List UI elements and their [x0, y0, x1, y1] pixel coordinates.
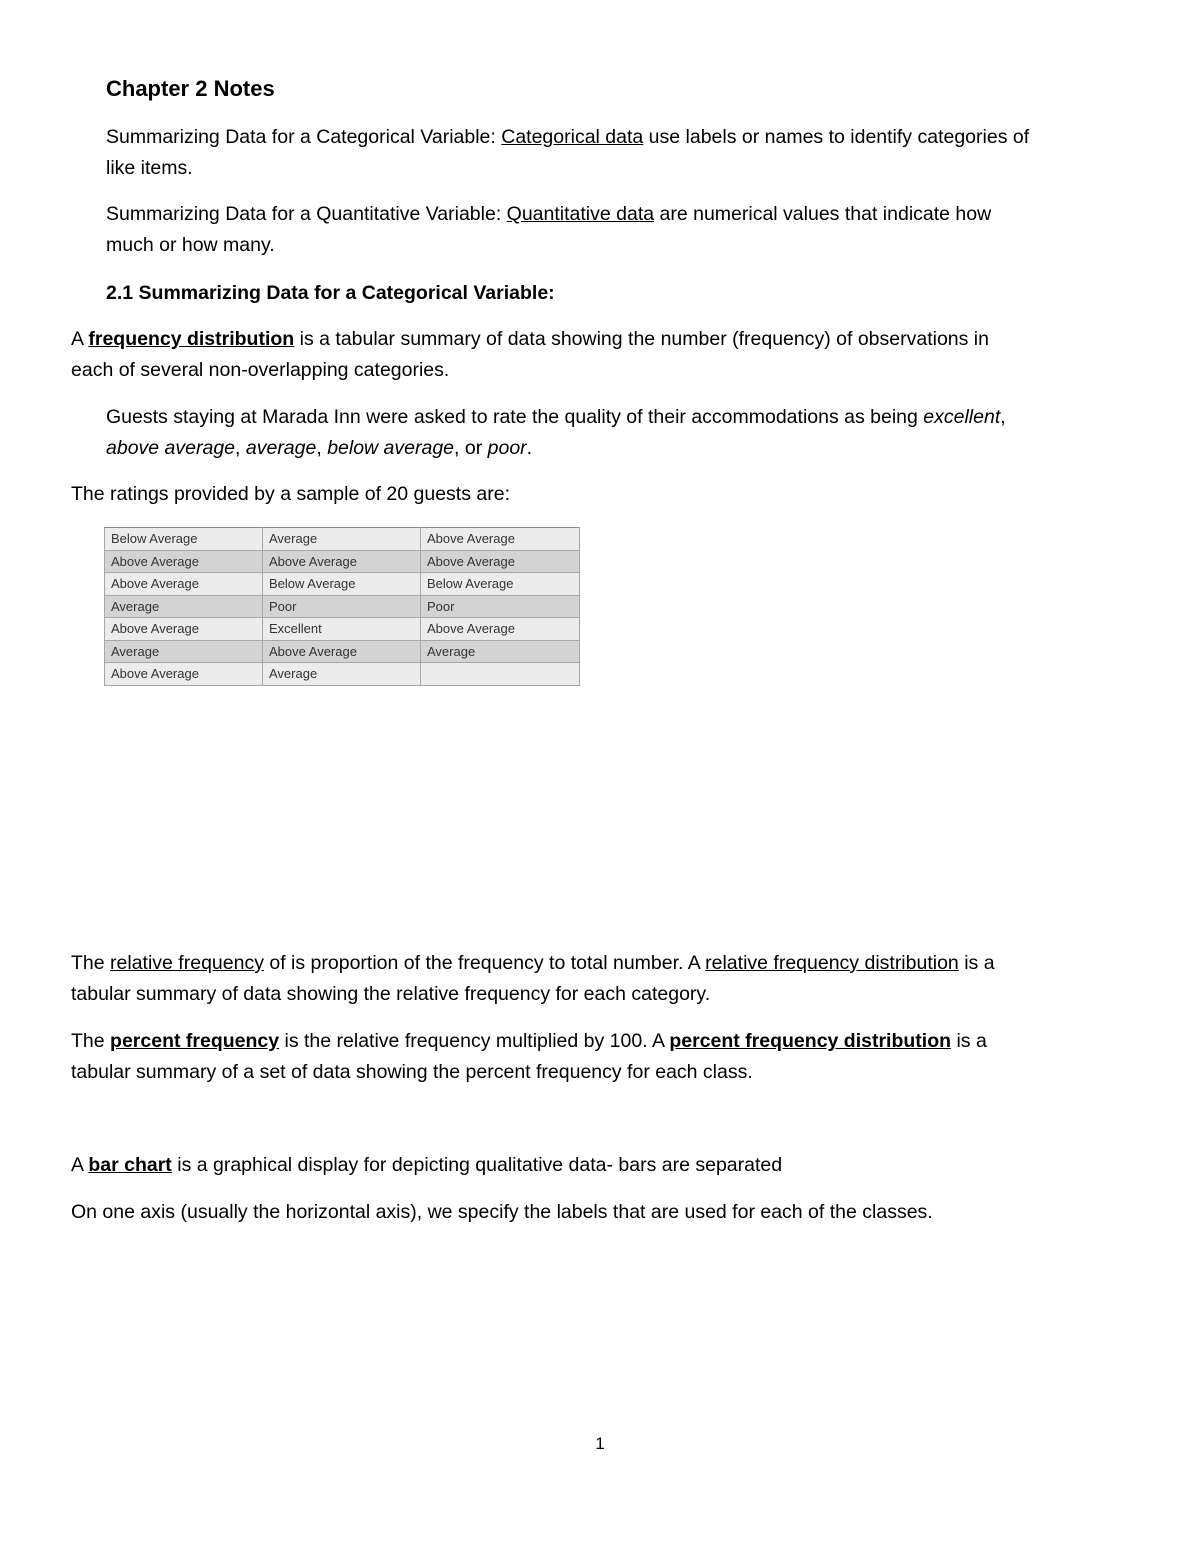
table-cell: Above Average [105, 550, 263, 573]
table-cell: Average [421, 640, 580, 663]
table-cell: Above Average [421, 528, 580, 551]
table-cell: Excellent [263, 618, 421, 641]
relative-frequency-line2: tabular summary of data showing the relative frequency for each category. [71, 983, 711, 1005]
percent-frequency-distribution-term: percent frequency distribution [669, 1030, 952, 1052]
page-title: Chapter 2 Notes [106, 76, 275, 101]
table-cell: Average [263, 528, 421, 551]
table-cell: Below Average [263, 573, 421, 596]
example-average: average [245, 437, 317, 459]
categorical-intro-line1 [106, 122, 1029, 153]
ratings-intro: The ratings provided by a sample of 20 guests are: [71, 483, 510, 505]
table-cell: Above Average [263, 550, 421, 573]
table-cell: Average [105, 595, 263, 618]
categorical-intro-prefix: Summarizing Data for a Categorical Variable: [106, 126, 502, 148]
quantitative-intro-line1 [106, 199, 991, 230]
axis-note: On one axis (usually the horizontal axis), we specify the labels that are used for each of the classes. [71, 1201, 933, 1223]
bar-chart-lead: A [71, 1154, 89, 1176]
example-sep3: , or [454, 437, 488, 459]
relative-frequency-mid: of is proportion of the frequency to total number. A [263, 952, 706, 974]
example-excellent: excellent [923, 406, 1001, 428]
quantitative-intro-line2: much or how many. [106, 234, 275, 256]
example-below-average: below average [327, 437, 455, 459]
example-sep1: , [235, 437, 246, 459]
table-cell: Average [263, 663, 421, 686]
categorical-intro-rest: use labels or names to identify categories of [643, 126, 1030, 148]
relative-frequency-line1 [71, 948, 995, 979]
frequency-distribution-rest: is a tabular summary of data showing the number (frequency) of observations in [294, 328, 989, 350]
frequency-distribution-line2: each of several non-overlapping categories. [71, 359, 450, 381]
quantitative-intro-rest: are numerical values that indicate how [654, 203, 992, 225]
example-line1-text: Guests staying at Marada Inn were asked to rate the quality of their accommodations as being [106, 406, 924, 428]
frequency-distribution-term: frequency distribution [88, 328, 295, 350]
table-cell: Below Average [105, 528, 263, 551]
percent-frequency-end: is a [951, 1030, 987, 1052]
frequency-distribution-line1 [71, 324, 989, 355]
section-heading: 2.1 Summarizing Data for a Categorical Variable: [106, 282, 555, 304]
bar-chart-rest: is a graphical display for depicting qualitative data- bars are separated [171, 1154, 783, 1176]
table-cell: Above Average [105, 663, 263, 686]
relative-frequency-end: is a [958, 952, 995, 974]
percent-frequency-line1 [71, 1026, 987, 1057]
table-cell [421, 663, 580, 686]
percent-frequency-lead: The [71, 1030, 111, 1052]
page-number: 1 [595, 1434, 605, 1453]
relative-frequency-lead: The [71, 952, 111, 974]
table-row [105, 663, 580, 686]
table-row [105, 550, 580, 573]
example-line2 [106, 433, 532, 464]
categorical-data-term: Categorical data [501, 126, 644, 148]
ratings-table [104, 527, 580, 686]
table-row [105, 528, 580, 551]
example-poor: poor [487, 437, 527, 459]
example-line2-end: . [526, 437, 533, 459]
relative-frequency-distribution-term: relative frequency distribution [705, 952, 959, 974]
table-row [105, 618, 580, 641]
bar-chart-definition [71, 1150, 782, 1181]
percent-frequency-mid: is the relative frequency multiplied by 100. A [279, 1030, 670, 1052]
quantitative-intro-prefix: Summarizing Data for a Quantitative Variable: [106, 203, 507, 225]
categorical-intro-line2: like items. [106, 157, 193, 179]
percent-frequency-term: percent frequency [110, 1030, 280, 1052]
example-above-average: above average [106, 437, 236, 459]
frequency-distribution-lead: A [71, 328, 89, 350]
table-cell: Poor [421, 595, 580, 618]
relative-frequency-term: relative frequency [110, 952, 264, 974]
bar-chart-term: bar chart [88, 1154, 172, 1176]
table-row [105, 640, 580, 663]
table-cell: Below Average [421, 573, 580, 596]
table-cell: Above Average [105, 573, 263, 596]
table-cell: Above Average [263, 640, 421, 663]
quantitative-data-term: Quantitative data [506, 203, 655, 225]
table-cell: Average [105, 640, 263, 663]
table-cell: Above Average [105, 618, 263, 641]
table-row [105, 595, 580, 618]
percent-frequency-line2: tabular summary of a set of data showing the percent frequency for each class. [71, 1061, 753, 1083]
table-cell: Poor [263, 595, 421, 618]
example-sep2: , [316, 437, 328, 459]
table-cell: Above Average [421, 550, 580, 573]
table-cell: Above Average [421, 618, 580, 641]
table-row [105, 573, 580, 596]
example-line1 [106, 402, 1006, 433]
example-line1-end: , [1000, 406, 1006, 428]
